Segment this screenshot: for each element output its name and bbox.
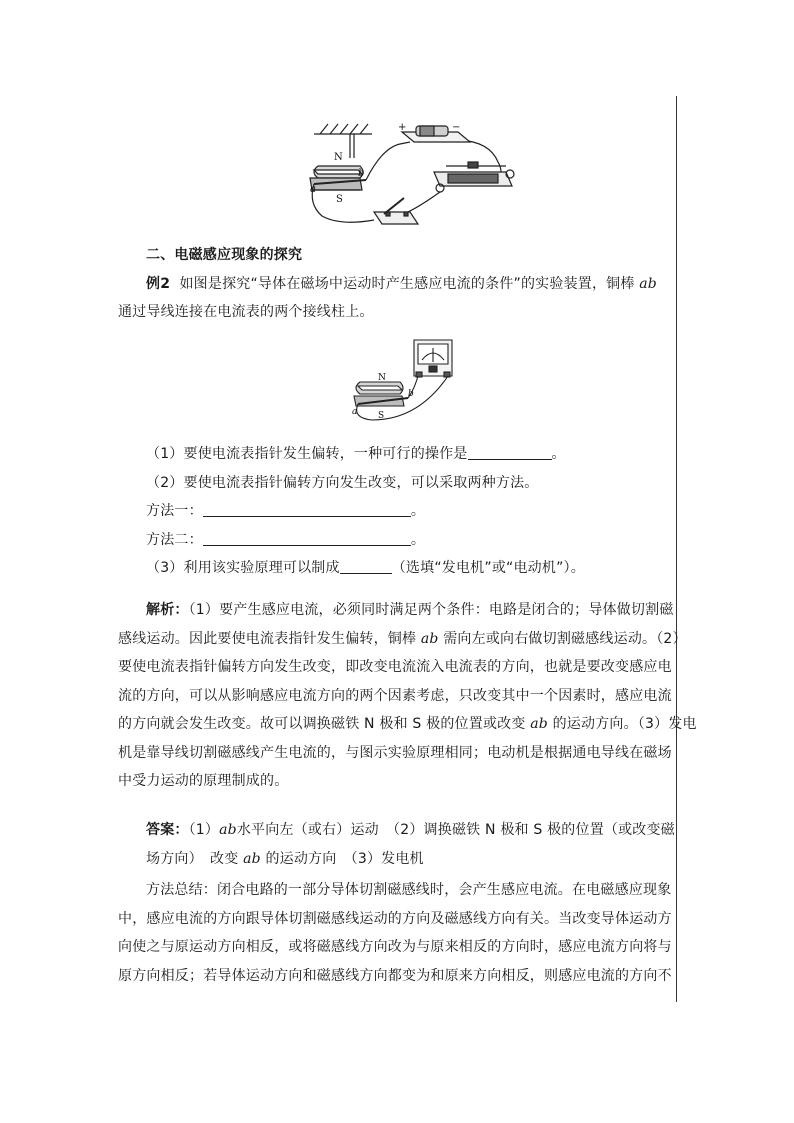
- ab-term: ab: [219, 822, 237, 838]
- analysis-text-2b: 需向左或向右做切割磁感线运动。（2）: [443, 630, 687, 647]
- magnet-s-label: S: [336, 194, 343, 205]
- summary-line-1: 方法总结：闭合电路的一部分导体切割磁感线时，会产生感应电流。在电磁感应现象: [146, 882, 672, 898]
- questions-block: [118, 440, 670, 583]
- question-3-text-a: （3）利用该实验原理可以制成: [146, 560, 340, 576]
- analysis-line-1: [118, 596, 674, 625]
- section-block: [118, 241, 670, 327]
- summary-line-3: 向使之与原运动方向相反，或将磁感线方向改为与原来相反的方向时，感应电流方向将与: [118, 939, 672, 955]
- method-2-label: 方法二：: [146, 531, 203, 548]
- question-3: [118, 554, 670, 583]
- rod2-a-label: a: [352, 407, 358, 417]
- analysis-text-5a: 的方向就会发生改变。故可以调换磁铁 N 极和 S 极的位置或改变: [118, 716, 526, 732]
- method-2-blank[interactable]: [203, 531, 411, 546]
- question-1: [118, 440, 670, 469]
- answer-line-1: [118, 816, 675, 845]
- answer-line-2: [118, 845, 670, 874]
- question-1-text: （1）要使电流表指针发生偏转，一种可行的操作是: [146, 446, 468, 462]
- ab-term: ab: [639, 275, 657, 292]
- answer-block: [118, 816, 675, 873]
- analysis-line-4: 流的方向，可以从影响感应电流方向的两个因素考虑，只改变其中一个因素时，感应电流: [118, 687, 672, 704]
- method-1-label: 方法一：: [146, 503, 203, 519]
- analysis-text-1: （1）要产生感应电流，必须同时满足两个条件：电路是闭合的；导体做切割磁: [188, 602, 674, 618]
- answer-label: 答案：: [146, 822, 189, 838]
- answer-text-2b: 的运动方向 （3）发电机: [265, 850, 424, 867]
- battery-minus-label: −: [452, 122, 461, 133]
- rod-b-label: b: [358, 168, 365, 179]
- example-label: 例2: [146, 275, 171, 292]
- circuit-figure-top: [300, 108, 525, 234]
- answer-blank-3[interactable]: [340, 559, 392, 574]
- method-1-end: 。: [410, 503, 426, 519]
- example-line-2: 通过导线连接在电流表的两个接线柱上。: [118, 304, 374, 320]
- answer-blank-1[interactable]: [468, 445, 552, 460]
- ab-term: ab: [243, 850, 261, 867]
- method-2: [118, 526, 670, 555]
- ab-term: ab: [420, 630, 439, 647]
- analysis-line-6: 机是靠导线切割磁感线产生电流的，与图示实验原理相同；电动机是根据通电导线在磁场: [118, 744, 672, 761]
- answer-text-1a: （1）: [188, 822, 220, 838]
- example-text-1: 如图是探究“导体在磁场中运动时产生感应电流的条件”的实验装置，铜棒: [179, 275, 635, 292]
- summary-line-2: 中，感应电流的方向跟导体切割磁感线运动的方向及磁感线方向有关。当改变导体运动方: [118, 910, 672, 927]
- analysis-line-3: 要使电流表指针偏转方向发生改变，即改变电流流入电流表的方向，也就是要改变感应电: [118, 659, 672, 675]
- galvanometer-figure: [348, 334, 460, 428]
- analysis-block: [118, 596, 697, 796]
- rod-a-label: a: [310, 184, 316, 195]
- analysis-text-5b: 的运动方向。（3）发电: [552, 716, 697, 732]
- question-3-text-b: （选填“发电机”或“电动机”）。: [391, 560, 585, 576]
- question-2: （2）要使电流表指针偏转方向发生改变，可以采取两种方法。: [146, 474, 539, 491]
- summary-block: [118, 876, 670, 990]
- magnet2-n-label: N: [378, 373, 386, 383]
- summary-line-4: 原方向相反；若导体运动方向和磁感线方向都变为和原来方向相反，则感应电流的方向不: [118, 967, 672, 984]
- ab-term: ab: [530, 716, 548, 732]
- example-line-1: [118, 270, 670, 299]
- answer-text-1b: 水平向左（或右）运动 （2）调换磁铁 N 极和 S 极的位置（或改变磁: [236, 822, 675, 838]
- analysis-label: 解析：: [146, 602, 189, 618]
- method-1: [118, 497, 670, 526]
- question-1-end: 。: [551, 446, 566, 462]
- analysis-text-2a: 感线运动。因此要使电流表指针发生偏转，铜棒: [118, 630, 417, 647]
- answer-text-2a: 场方向） 改变: [146, 850, 239, 867]
- analysis-line-7: 中受力运动的原理制成的。: [118, 773, 289, 789]
- method-1-blank[interactable]: [203, 502, 411, 517]
- magnet2-s-label: S: [378, 411, 385, 421]
- rod2-b-label: b: [408, 389, 414, 399]
- method-2-end: 。: [410, 531, 426, 548]
- section-title: 二、电磁感应现象的探究: [146, 247, 303, 263]
- analysis-line-5: [118, 710, 697, 739]
- magnet-n-label: N: [334, 152, 343, 163]
- analysis-line-2: [118, 625, 687, 654]
- right-border-line: [676, 96, 677, 1002]
- battery-plus-label: +: [398, 122, 407, 133]
